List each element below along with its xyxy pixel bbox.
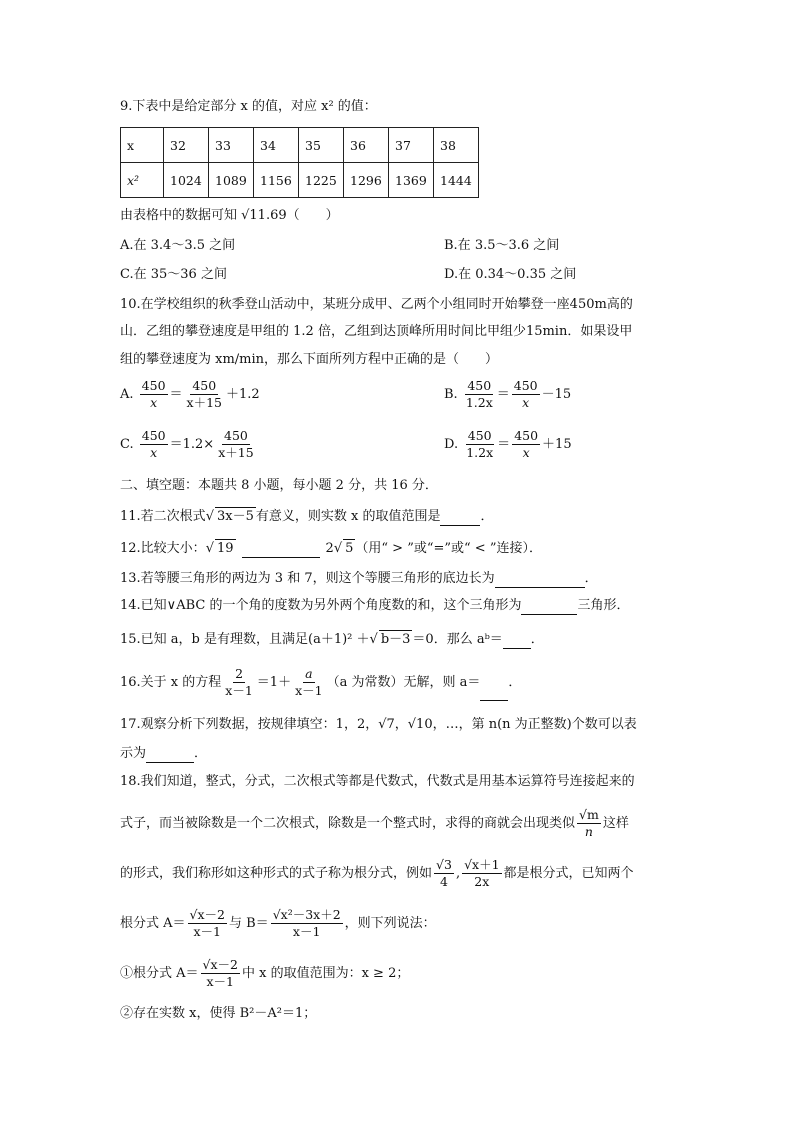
denominator: 4 [440, 874, 448, 889]
q9-option-a: A.在 3.4～3.5 之间 [120, 238, 236, 253]
q18-line3-pre: 的形式，我们称形如这种形式的式子称为根分式，例如 [120, 866, 433, 881]
denominator: x－1 [193, 924, 222, 939]
q17-line1: 17.观察分析下列数据，按规律填空：1，2，√7，√10，…，第 n(n 为正整数)个数可以表 [120, 717, 637, 732]
denominator: x [150, 395, 158, 410]
numerator: 450 [192, 378, 217, 393]
q16 [120, 665, 521, 701]
q15-end: ． [530, 632, 544, 647]
q16-post: （a 为常数）无解，则 a＝ [326, 675, 481, 690]
option-label: C. [120, 437, 134, 452]
table-cell: 1369 [389, 163, 434, 198]
q10-line2: 山．乙组的攀登速度是甲组的 1.2 倍，乙组到达顶峰所用时间比甲组少15min．如果设甲 [120, 324, 633, 339]
equals-sign: ＝ [496, 387, 510, 402]
q10-option-c [120, 428, 258, 461]
equals-sign: ＝ [169, 387, 183, 402]
table-row [121, 128, 479, 163]
q18-statement-1 [120, 956, 409, 992]
squares-table [120, 127, 479, 198]
table-cell: 1296 [344, 163, 389, 198]
numerator: 450 [224, 428, 248, 443]
table-cell: 1089 [209, 163, 254, 198]
q14 [120, 597, 629, 615]
q18-line2 [120, 806, 629, 842]
table-cell: 38 [434, 128, 479, 163]
radical-sign [334, 541, 342, 556]
numerator: √x＋1 [464, 857, 500, 872]
radical-sign [370, 632, 378, 647]
fraction [140, 378, 168, 411]
fraction [216, 428, 255, 461]
numerator: √3 [436, 857, 452, 872]
q18-line4 [120, 906, 436, 942]
table-cell: x [121, 128, 164, 163]
fraction [577, 807, 601, 840]
table-cell: 1156 [254, 163, 299, 198]
q12-pre: 12.比较大小： [120, 541, 206, 556]
numerator: 450 [513, 378, 538, 393]
q9-after: 由表格中的数据可知 √11.69（ ） [120, 208, 339, 223]
numerator: a [305, 666, 313, 681]
denominator: x [150, 445, 158, 460]
q17-line2-text: 示为 [120, 746, 147, 761]
fraction [464, 428, 495, 461]
table-cell: 1024 [164, 163, 209, 198]
q9-option-b: B.在 3.5～3.6 之间 [444, 238, 560, 253]
fraction [464, 378, 495, 411]
numerator: √x²－3x＋2 [272, 907, 341, 922]
radicand: 19 [216, 541, 234, 556]
numerator: 450 [467, 428, 492, 443]
q12 [120, 539, 542, 558]
q16-end: ． [508, 675, 522, 690]
denominator: x－1 [206, 974, 235, 989]
option-tail: ＋15 [542, 437, 572, 452]
q10-option-d [444, 428, 572, 461]
s1-post: 中 x 的取值范围为：x ≥ 2； [242, 966, 410, 981]
denominator: x＋15 [186, 395, 223, 410]
denominator: x－1 [295, 683, 323, 698]
q16-pre: 16.关于 x 的方程 [120, 675, 222, 690]
fraction [185, 378, 224, 411]
q10-option-a [120, 378, 260, 411]
denominator: x－1 [292, 924, 321, 939]
q18-line4-post: ，则下列说法： [344, 916, 436, 931]
fraction [271, 907, 343, 940]
q15-post: ＝0．那么 aᵇ＝ [412, 632, 503, 647]
q9-stem: 9.下表中是给定部分 x 的值，对应 x² 的值： [120, 99, 377, 114]
q10-option-b [444, 378, 571, 411]
table-cell: 35 [299, 128, 344, 163]
table-cell: 33 [209, 128, 254, 163]
fraction [434, 857, 454, 890]
denominator: 1.2x [466, 445, 494, 460]
denominator: 2x [474, 874, 490, 889]
fraction [512, 378, 540, 411]
denominator: x [522, 445, 530, 460]
q9-option-c: C.在 35～36 之间 [120, 267, 227, 282]
option-tail: －15 [541, 387, 572, 402]
numerator: 450 [141, 428, 166, 443]
q13 [120, 570, 598, 588]
option-tail: ＋1.2 [226, 387, 260, 402]
q9-option-d: D.在 0.34～0.35 之间 [444, 267, 577, 282]
q18-line4-pre: 根分式 A＝ [120, 916, 186, 931]
q18-line3-post: 都是根分式，已知两个 [503, 866, 634, 881]
numerator: √x－2 [189, 907, 225, 922]
option-mid: ＝1.2× [169, 437, 215, 452]
answer-blank [495, 587, 585, 588]
radical-sign [206, 541, 214, 556]
answer-blank [521, 614, 577, 615]
q18-line3: 的形式，我们称形如这种形式的式子称为根分式，例如 $\frac{√3}{4}$ , $\frac{√x+1}{2x}$ 都是根分式，已知两个 [120, 857, 634, 889]
q13-text: 13.若等腰三角形的两边为 3 和 7，则这个等腰三角形的底边长为 [120, 571, 495, 586]
radicand: 5 [345, 541, 354, 556]
table-cell: 1444 [434, 163, 479, 198]
q17-end: ． [194, 746, 208, 761]
q10-line3: 组的攀登速度为 xm/min，那么下面所列方程中正确的是（ ） [120, 352, 499, 367]
answer-blank [480, 700, 508, 701]
q12-coef: 2 [325, 541, 334, 556]
q15-pre: 15.已知 a，b 是有理数，且满足 [120, 632, 309, 647]
q18-line4-mid: 与 B＝ [229, 916, 269, 931]
table-row [121, 163, 479, 198]
fraction [223, 666, 255, 699]
numerator: √x－2 [202, 957, 238, 972]
answer-blank [440, 525, 480, 526]
q16-mid: ＝1＋ [256, 675, 292, 690]
fraction [512, 428, 540, 461]
q11 [120, 507, 493, 526]
q10-line1: 10.在学校组织的秋季登山活动中，某班分成甲、乙两个小组同时开始攀登一座450m高的 [120, 297, 633, 312]
table-cell: 36 [344, 128, 389, 163]
q11-pre: 11.若二次根式 [120, 509, 206, 524]
equals-sign: ＝ [497, 437, 511, 452]
numerator: 450 [467, 378, 492, 393]
denominator: x [522, 395, 530, 410]
denominator: x＋15 [218, 445, 254, 460]
numerator: √m [579, 807, 599, 822]
numerator: 450 [141, 378, 166, 393]
fraction [462, 857, 501, 890]
fraction [293, 666, 325, 699]
table-cell: 32 [164, 128, 209, 163]
q15 [120, 630, 544, 649]
table-cell: 1225 [299, 163, 344, 198]
q18-line2-post: 这样 [602, 816, 629, 831]
q18-line2-pre: 式子，而当被除数是一个二次根式，除数是一个整式时，求得的商就会出现类似 [120, 816, 576, 831]
q17-line2 [120, 745, 207, 763]
radicand: 3x－5 [216, 509, 254, 524]
radicand: b－3 [380, 632, 411, 647]
table-cell: 34 [254, 128, 299, 163]
table-cell: x² [121, 163, 164, 198]
fraction [140, 428, 168, 461]
numerator: 450 [514, 428, 539, 443]
option-label: B. [444, 387, 458, 402]
answer-blank [146, 762, 194, 763]
answer-blank [242, 557, 320, 558]
q11-end: ． [480, 509, 494, 524]
numerator: 2 [235, 666, 244, 681]
q14-post: 三角形． [577, 598, 630, 613]
s1-pre: ①根分式 A＝ [120, 966, 199, 981]
option-label: A. [120, 387, 134, 402]
q11-post: 有意义，则实数 x 的取值范围是 [255, 509, 441, 524]
q12-post: （用“ > ”或“=”或“ < ”连接）． [355, 541, 542, 556]
q15-expr: (a＋1)² ＋ [308, 632, 370, 647]
fraction [188, 907, 227, 940]
q18-statement-2: ②存在实数 x，使得 B²－A²＝1； [120, 1006, 317, 1021]
section-heading: 二、填空题：本题共 8 小题，每小题 2 分，共 16 分． [120, 478, 438, 493]
q18-line1: 18.我们知道，整式，分式，二次根式等都是代数式，代数式是用基本运算符号连接起来的 [120, 774, 635, 789]
denominator: x－1 [225, 683, 253, 698]
answer-blank [503, 648, 531, 649]
q14-pre: 14.已知∨ABC 的一个角的度数为另外两个角度数的和，这个三角形为 [120, 598, 522, 613]
q13-end: ． [584, 571, 598, 586]
denominator: n [584, 824, 593, 839]
option-label: D. [444, 437, 459, 452]
radical-sign [206, 509, 214, 524]
denominator: 1.2x [465, 395, 493, 410]
table-cell: 37 [389, 128, 434, 163]
fraction [201, 957, 240, 990]
